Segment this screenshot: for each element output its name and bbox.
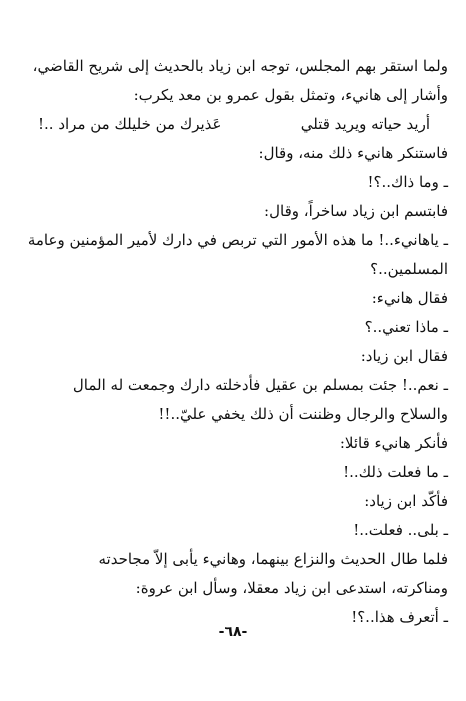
text-line-4: ـ وما ذاك..؟! (367, 173, 448, 191)
text-line-3: فاستنكر هانيء ذلك منه، وقال: (258, 144, 448, 162)
text-line-15: فأكّد ابن زياد: (364, 492, 448, 510)
text-line-17: فلما طال الحديث والنزاع بينهما، وهانيء يأبى إلاّ مجاحدته (98, 550, 448, 568)
page-number: -٦٨- (218, 624, 248, 640)
text-line-16: ـ بلى.. فعلت..! (353, 521, 448, 539)
text-line-14: ـ ما فعلت ذلك..! (343, 463, 448, 481)
text-line-19: ـ أتعرف هذا..؟! (351, 608, 448, 626)
page-body-text (16, 52, 448, 632)
text-line-13: فأنكر هانيء قائلا: (339, 434, 448, 452)
text-line-11: ـ نعم..! جئت بمسلم بن عقيل فأدخلته دارك وجمعت له المال (72, 376, 448, 394)
text-line-6: ـ ياهانيء..! ما هذه الأمور التي تربص في دارك لأمير المؤمنين وعامة (27, 231, 448, 249)
verse-hemistich-1: أريد حياته ويريد قتلي (300, 115, 430, 133)
text-line-9: ـ ماذا تعني..؟ (364, 318, 448, 336)
text-line-7: المسلمين..؟ (370, 260, 448, 278)
text-line-1: ولما استقر بهم المجلس، توجه ابن زياد بالحديث إلى شريح القاضي، (32, 57, 448, 75)
text-line-18: ومناكرته، استدعى ابن زياد معقلا، وسأل ابن عروة: (135, 579, 448, 597)
text-line-2: وأشار إلى هانيء، وتمثل بقول عمرو بن معد يكرب: (133, 86, 448, 104)
poetry-verse (16, 110, 448, 139)
verse-hemistich-2: عَذيرك من خليلك من مراد ..! (38, 115, 222, 133)
text-line-8: فقال هانيء: (371, 289, 448, 307)
text-line-5: فابتسم ابن زياد ساخراً، وقال: (264, 202, 448, 220)
text-line-12: والسلاح والرجال وظننت أن ذلك يخفي عليّ..!! (158, 405, 448, 423)
text-line-10: فقال ابن زياد: (360, 347, 448, 365)
